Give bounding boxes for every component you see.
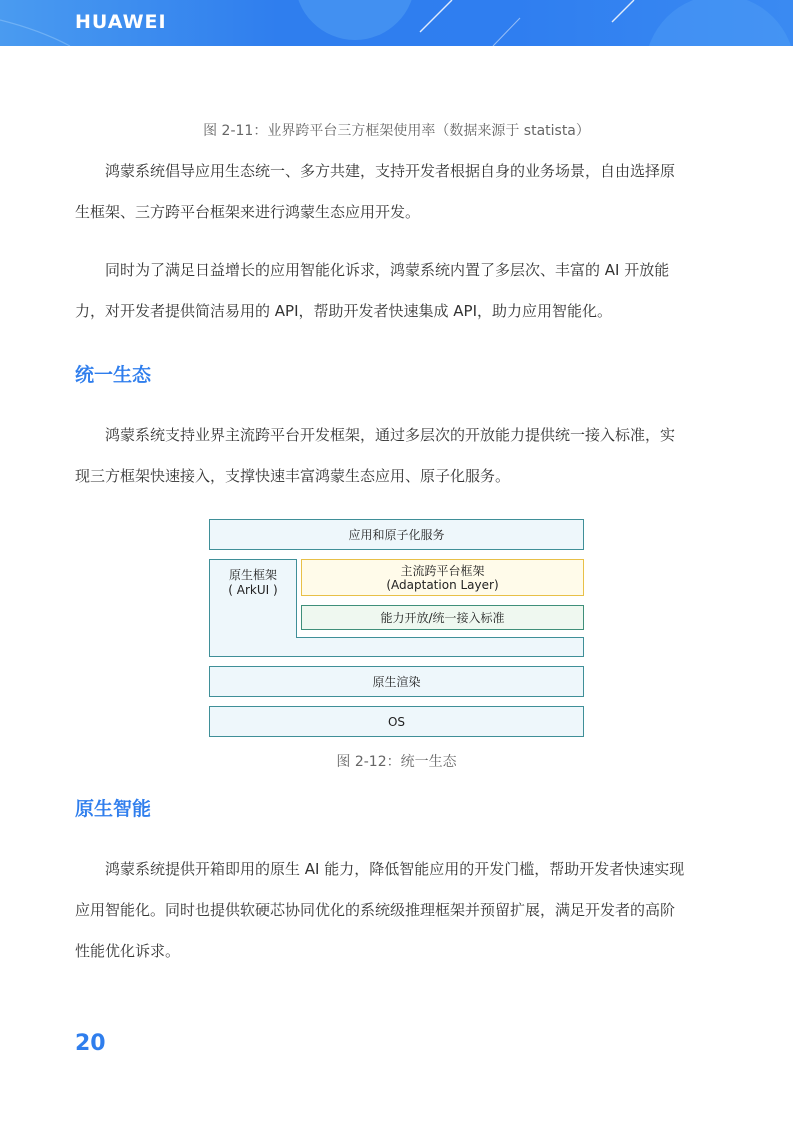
paragraph-line: 鸿蒙系统倡导应用生态统一、多方共建，支持开发者根据自身的业务场景，自由选择原	[105, 162, 676, 180]
app-layer-box: 应用和原子化服务	[209, 519, 584, 550]
native-render-box: 原生渲染	[209, 666, 584, 697]
paragraph-line: 鸿蒙系统支持业界主流跨平台开发框架，通过多层次的开放能力提供统一接入标准，实	[105, 426, 676, 444]
paragraph-intro	[75, 151, 719, 233]
paragraph-native-ai	[75, 849, 719, 972]
paragraph-line: 生框架、三方跨平台框架来进行鸿蒙生态应用开发。	[75, 203, 421, 221]
paragraph-line: 鸿蒙系统提供开箱即用的原生 AI 能力，降低智能应用的开发门槛，帮助开发者快速实现	[105, 860, 685, 878]
paragraph-line: 力，对开发者提供简洁易用的 API，帮助开发者快速集成 API，助力应用智能化。	[75, 302, 613, 320]
figure-2-12-caption: 图 2-12：统一生态	[336, 754, 457, 770]
unified-ecosystem-diagram	[209, 519, 584, 737]
paragraph-line: 现三方框架快速接入，支撑快速丰富鸿蒙生态应用、原子化服务。	[75, 467, 511, 485]
page-number: 20	[75, 1031, 106, 1056]
paragraph-line: 同时为了满足日益增长的应用智能化诉求，鸿蒙系统内置了多层次、丰富的 AI 开放能	[105, 261, 670, 279]
open-capability-box: 能力开放/统一接入标准	[301, 605, 584, 630]
paragraph-line: 应用智能化。同时也提供软硬芯协同优化的系统级推理框架并预留扩展，满足开发者的高阶	[75, 901, 676, 919]
cross-platform-framework-box: 主流跨平台框架 (Adaptation Layer)	[301, 559, 584, 596]
section-title-native-intelligence: 原生智能	[75, 798, 152, 820]
huawei-logo: HUAWEI	[75, 11, 167, 33]
section-title-unified-ecosystem: 统一生态	[75, 364, 152, 386]
paragraph-unified	[75, 415, 719, 497]
page-header	[0, 0, 793, 46]
paragraph-line: 性能优化诉求。	[75, 942, 181, 960]
figure-2-11-caption: 图 2-11：业界跨平台三方框架使用率（数据来源于 statista）	[203, 123, 590, 139]
native-framework-label: 原生框架 ( ArkUI )	[228, 568, 278, 597]
paragraph-ai	[75, 250, 719, 332]
os-box: OS	[209, 706, 584, 737]
